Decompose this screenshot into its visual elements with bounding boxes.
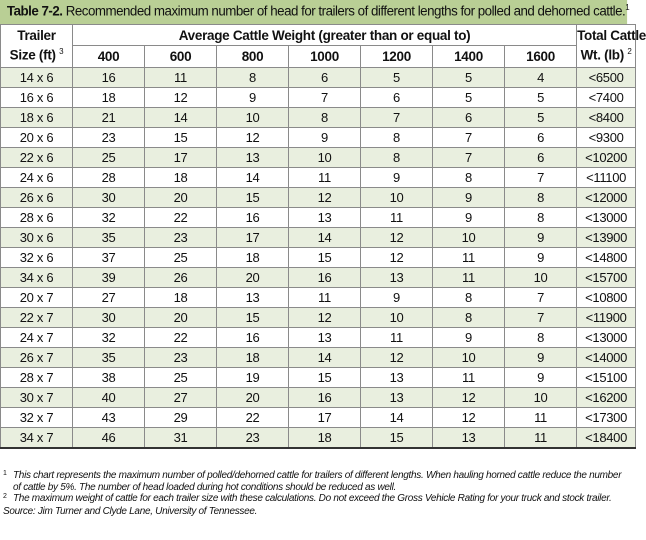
head-count-cell: 40	[73, 388, 145, 408]
head-count-cell: 22	[145, 328, 217, 348]
head-count-cell: 20	[217, 388, 289, 408]
trailer-size-cell: 26 x 6	[1, 188, 73, 208]
head-count-cell: 12	[433, 408, 505, 428]
head-count-cell: 5	[505, 88, 577, 108]
head-count-cell: 8	[361, 128, 433, 148]
weight-header-1400: 1400	[433, 46, 505, 68]
trailer-size-cell: 30 x 7	[1, 388, 73, 408]
total-weight-cell: <14800	[577, 248, 636, 268]
total-weight-cell: <10200	[577, 148, 636, 168]
table-row	[1, 128, 636, 148]
table-row	[1, 368, 636, 388]
head-count-cell: 14	[361, 408, 433, 428]
source-credit: Source: Jim Turner and Clyde Lane, University of Tennessee.	[3, 505, 258, 517]
head-count-cell: 10	[361, 308, 433, 328]
table-row	[1, 348, 636, 368]
head-count-cell: 8	[361, 148, 433, 168]
head-count-cell: 16	[289, 388, 361, 408]
total-weight-cell: <17300	[577, 408, 636, 428]
table-row	[1, 68, 636, 88]
head-count-cell: 13	[361, 268, 433, 288]
weight-header-row	[1, 46, 636, 68]
table-title-text: Recommended maximum number of head for trailers of different lengths for polled and dehorned cattle.	[65, 3, 626, 19]
head-count-cell: 16	[217, 208, 289, 228]
head-count-cell: 9	[505, 248, 577, 268]
head-count-cell: 11	[361, 328, 433, 348]
head-count-cell: 6	[289, 68, 361, 88]
trailer-size-cell: 28 x 6	[1, 208, 73, 228]
head-count-cell: 20	[145, 188, 217, 208]
head-count-cell: 8	[289, 108, 361, 128]
weight-header-1000: 1000	[289, 46, 361, 68]
total-weight-cell: <14000	[577, 348, 636, 368]
head-count-cell: 19	[217, 368, 289, 388]
head-count-cell: 21	[73, 108, 145, 128]
head-count-cell: 7	[289, 88, 361, 108]
head-count-cell: 25	[145, 248, 217, 268]
head-count-cell: 15	[289, 368, 361, 388]
head-count-cell: 14	[289, 348, 361, 368]
head-count-cell: 9	[217, 88, 289, 108]
header-trailer-line1: Trailer	[17, 28, 56, 44]
head-count-cell: 6	[361, 88, 433, 108]
head-count-cell: 9	[289, 128, 361, 148]
head-count-cell: 8	[433, 288, 505, 308]
head-count-cell: 8	[505, 208, 577, 228]
head-count-cell: 23	[145, 228, 217, 248]
head-count-cell: 18	[73, 88, 145, 108]
total-weight-cell: <10800	[577, 288, 636, 308]
head-count-cell: 5	[433, 68, 505, 88]
head-count-cell: 13	[433, 428, 505, 449]
total-weight-cell: <13000	[577, 208, 636, 228]
head-count-cell: 11	[433, 248, 505, 268]
head-count-cell: 26	[145, 268, 217, 288]
footnote-1-number: 1	[3, 470, 7, 477]
head-count-cell: 10	[289, 148, 361, 168]
trailer-size-cell: 20 x 7	[1, 288, 73, 308]
header-trailer-line2: Size (ft)	[9, 47, 56, 63]
head-count-cell: 4	[505, 68, 577, 88]
head-count-cell: 31	[145, 428, 217, 449]
footnote-2-text: The maximum weight of cattle for each trailer size with these calculations. Do not exceed the Gross Vehicle Rating for your truck and stock trailer.	[13, 493, 612, 504]
trailer-size-cell: 24 x 6	[1, 168, 73, 188]
trailer-size-cell: 20 x 6	[1, 128, 73, 148]
head-count-cell: 9	[361, 288, 433, 308]
head-count-cell: 29	[145, 408, 217, 428]
head-count-cell: 6	[505, 148, 577, 168]
total-weight-cell: <13900	[577, 228, 636, 248]
total-weight-cell: <6500	[577, 68, 636, 88]
total-weight-cell: <11100	[577, 168, 636, 188]
head-count-cell: 13	[217, 148, 289, 168]
trailer-size-cell: 34 x 6	[1, 268, 73, 288]
weight-header-1600: 1600	[505, 46, 577, 68]
head-count-cell: 12	[433, 388, 505, 408]
head-count-cell: 18	[145, 168, 217, 188]
head-count-cell: 9	[433, 188, 505, 208]
trailer-size-cell: 14 x 6	[1, 68, 73, 88]
trailer-size-cell: 32 x 6	[1, 248, 73, 268]
trailer-size-cell: 24 x 7	[1, 328, 73, 348]
head-count-cell: 25	[73, 148, 145, 168]
head-count-cell: 9	[505, 348, 577, 368]
head-count-cell: 22	[145, 208, 217, 228]
trailer-size-cell: 32 x 7	[1, 408, 73, 428]
trailer-size-cell: 30 x 6	[1, 228, 73, 248]
header-total-footnote-mark: 2	[627, 47, 632, 57]
head-count-cell: 14	[145, 108, 217, 128]
head-count-cell: 37	[73, 248, 145, 268]
head-count-cell: 46	[73, 428, 145, 449]
head-count-cell: 11	[505, 428, 577, 449]
table-row	[1, 228, 636, 248]
head-count-cell: 9	[505, 228, 577, 248]
head-count-cell: 28	[73, 168, 145, 188]
head-count-cell: 7	[505, 308, 577, 328]
trailer-size-cell: 34 x 7	[1, 428, 73, 449]
header-trailer-size	[1, 25, 73, 68]
head-count-cell: 12	[361, 248, 433, 268]
head-count-cell: 16	[217, 328, 289, 348]
head-count-cell: 12	[361, 348, 433, 368]
head-count-cell: 6	[433, 108, 505, 128]
head-count-cell: 11	[433, 268, 505, 288]
head-count-cell: 43	[73, 408, 145, 428]
table-row	[1, 388, 636, 408]
head-count-cell: 18	[145, 288, 217, 308]
header-total-line1: Total Cattle	[577, 28, 646, 44]
head-count-cell: 6	[505, 128, 577, 148]
head-count-cell: 27	[145, 388, 217, 408]
table-row	[1, 268, 636, 288]
head-count-cell: 25	[145, 368, 217, 388]
head-count-cell: 15	[217, 308, 289, 328]
head-count-cell: 16	[289, 268, 361, 288]
weight-header-400: 400	[73, 46, 145, 68]
table-body	[1, 68, 636, 449]
head-count-cell: 10	[433, 348, 505, 368]
head-count-cell: 9	[505, 368, 577, 388]
head-count-cell: 10	[433, 228, 505, 248]
table-row	[1, 428, 636, 449]
head-count-cell: 9	[361, 168, 433, 188]
head-count-cell: 13	[289, 328, 361, 348]
trailer-capacity-table	[0, 24, 646, 449]
total-weight-cell: <13000	[577, 328, 636, 348]
head-count-cell: 12	[217, 128, 289, 148]
head-count-cell: 17	[145, 148, 217, 168]
head-count-cell: 38	[73, 368, 145, 388]
weight-header-600: 600	[145, 46, 217, 68]
table-title	[0, 0, 630, 24]
head-count-cell: 32	[73, 328, 145, 348]
table-row	[1, 148, 636, 168]
table-row	[1, 288, 636, 308]
trailer-size-cell: 22 x 6	[1, 148, 73, 168]
head-count-cell: 12	[361, 228, 433, 248]
head-count-cell: 7	[361, 108, 433, 128]
footnote-1	[3, 470, 631, 493]
table-row	[1, 308, 636, 328]
trailer-size-cell: 26 x 7	[1, 348, 73, 368]
total-weight-cell: <18400	[577, 428, 636, 449]
head-count-cell: 10	[361, 188, 433, 208]
head-count-cell: 27	[73, 288, 145, 308]
head-count-cell: 12	[289, 308, 361, 328]
footnotes	[3, 470, 631, 517]
table-title-footnote-mark: 1	[625, 3, 630, 12]
head-count-cell: 14	[217, 168, 289, 188]
table-row	[1, 248, 636, 268]
head-count-cell: 5	[433, 88, 505, 108]
head-count-cell: 23	[217, 428, 289, 449]
head-count-cell: 7	[505, 168, 577, 188]
head-count-cell: 16	[73, 68, 145, 88]
head-count-cell: 15	[361, 428, 433, 449]
head-count-cell: 9	[433, 328, 505, 348]
footnote-1-text: This chart represents the maximum number of polled/dehorned cattle for trailers of different lengths. When hauling horned cattle reduce the number of cattle by 5%. The number of head loaded during hot conditions should be reduced as well.	[13, 470, 622, 493]
head-count-cell: 5	[361, 68, 433, 88]
footnote-2-number: 2	[3, 493, 7, 500]
head-count-cell: 30	[73, 308, 145, 328]
head-count-cell: 13	[289, 208, 361, 228]
head-count-cell: 10	[505, 388, 577, 408]
head-count-cell: 13	[361, 368, 433, 388]
head-count-cell: 11	[433, 368, 505, 388]
table-row	[1, 328, 636, 348]
head-count-cell: 20	[217, 268, 289, 288]
head-count-cell: 13	[217, 288, 289, 308]
head-count-cell: 23	[73, 128, 145, 148]
head-count-cell: 12	[289, 188, 361, 208]
head-count-cell: 14	[289, 228, 361, 248]
total-weight-cell: <11900	[577, 308, 636, 328]
head-count-cell: 18	[289, 428, 361, 449]
table-row	[1, 168, 636, 188]
head-count-cell: 18	[217, 348, 289, 368]
table-title-label: Table 7-2.	[6, 3, 63, 19]
head-count-cell: 22	[217, 408, 289, 428]
head-count-cell: 18	[217, 248, 289, 268]
header-average-weight: Average Cattle Weight (greater than or equal to)	[73, 25, 577, 46]
table-row	[1, 188, 636, 208]
head-count-cell: 30	[73, 188, 145, 208]
total-weight-cell: <8400	[577, 108, 636, 128]
head-count-cell: 11	[361, 208, 433, 228]
total-weight-cell: <15700	[577, 268, 636, 288]
head-count-cell: 35	[73, 228, 145, 248]
weight-header-1200: 1200	[361, 46, 433, 68]
head-count-cell: 11	[505, 408, 577, 428]
head-count-cell: 15	[217, 188, 289, 208]
head-count-cell: 11	[145, 68, 217, 88]
head-count-cell: 8	[433, 168, 505, 188]
head-count-cell: 7	[433, 128, 505, 148]
total-weight-cell: <12000	[577, 188, 636, 208]
head-count-cell: 20	[145, 308, 217, 328]
head-count-cell: 8	[505, 328, 577, 348]
head-count-cell: 5	[505, 108, 577, 128]
header-trailer-footnote-mark: 3	[59, 47, 64, 57]
weight-header-800: 800	[217, 46, 289, 68]
head-count-cell: 11	[289, 168, 361, 188]
trailer-size-cell: 28 x 7	[1, 368, 73, 388]
head-count-cell: 35	[73, 348, 145, 368]
total-weight-cell: <7400	[577, 88, 636, 108]
head-count-cell: 13	[361, 388, 433, 408]
head-count-cell: 23	[145, 348, 217, 368]
head-count-cell: 11	[289, 288, 361, 308]
total-weight-cell: <16200	[577, 388, 636, 408]
head-count-cell: 10	[217, 108, 289, 128]
head-count-cell: 9	[433, 208, 505, 228]
head-count-cell: 17	[289, 408, 361, 428]
table-row	[1, 208, 636, 228]
footnote-2	[3, 493, 631, 505]
head-count-cell: 8	[433, 308, 505, 328]
trailer-size-cell: 18 x 6	[1, 108, 73, 128]
head-count-cell: 15	[289, 248, 361, 268]
total-weight-cell: <9300	[577, 128, 636, 148]
head-count-cell: 7	[433, 148, 505, 168]
head-count-cell: 17	[217, 228, 289, 248]
header-total-weight	[577, 25, 646, 68]
head-count-cell: 8	[217, 68, 289, 88]
trailer-size-cell: 16 x 6	[1, 88, 73, 108]
head-count-cell: 8	[505, 188, 577, 208]
head-count-cell: 12	[145, 88, 217, 108]
head-count-cell: 32	[73, 208, 145, 228]
head-count-cell: 10	[505, 268, 577, 288]
trailer-size-cell: 22 x 7	[1, 308, 73, 328]
table-row	[1, 408, 636, 428]
head-count-cell: 15	[145, 128, 217, 148]
head-count-cell: 7	[505, 288, 577, 308]
table-row	[1, 88, 636, 108]
total-weight-cell: <15100	[577, 368, 636, 388]
table-row	[1, 108, 636, 128]
head-count-cell: 39	[73, 268, 145, 288]
header-total-line2: Wt. (lb)	[580, 47, 624, 63]
